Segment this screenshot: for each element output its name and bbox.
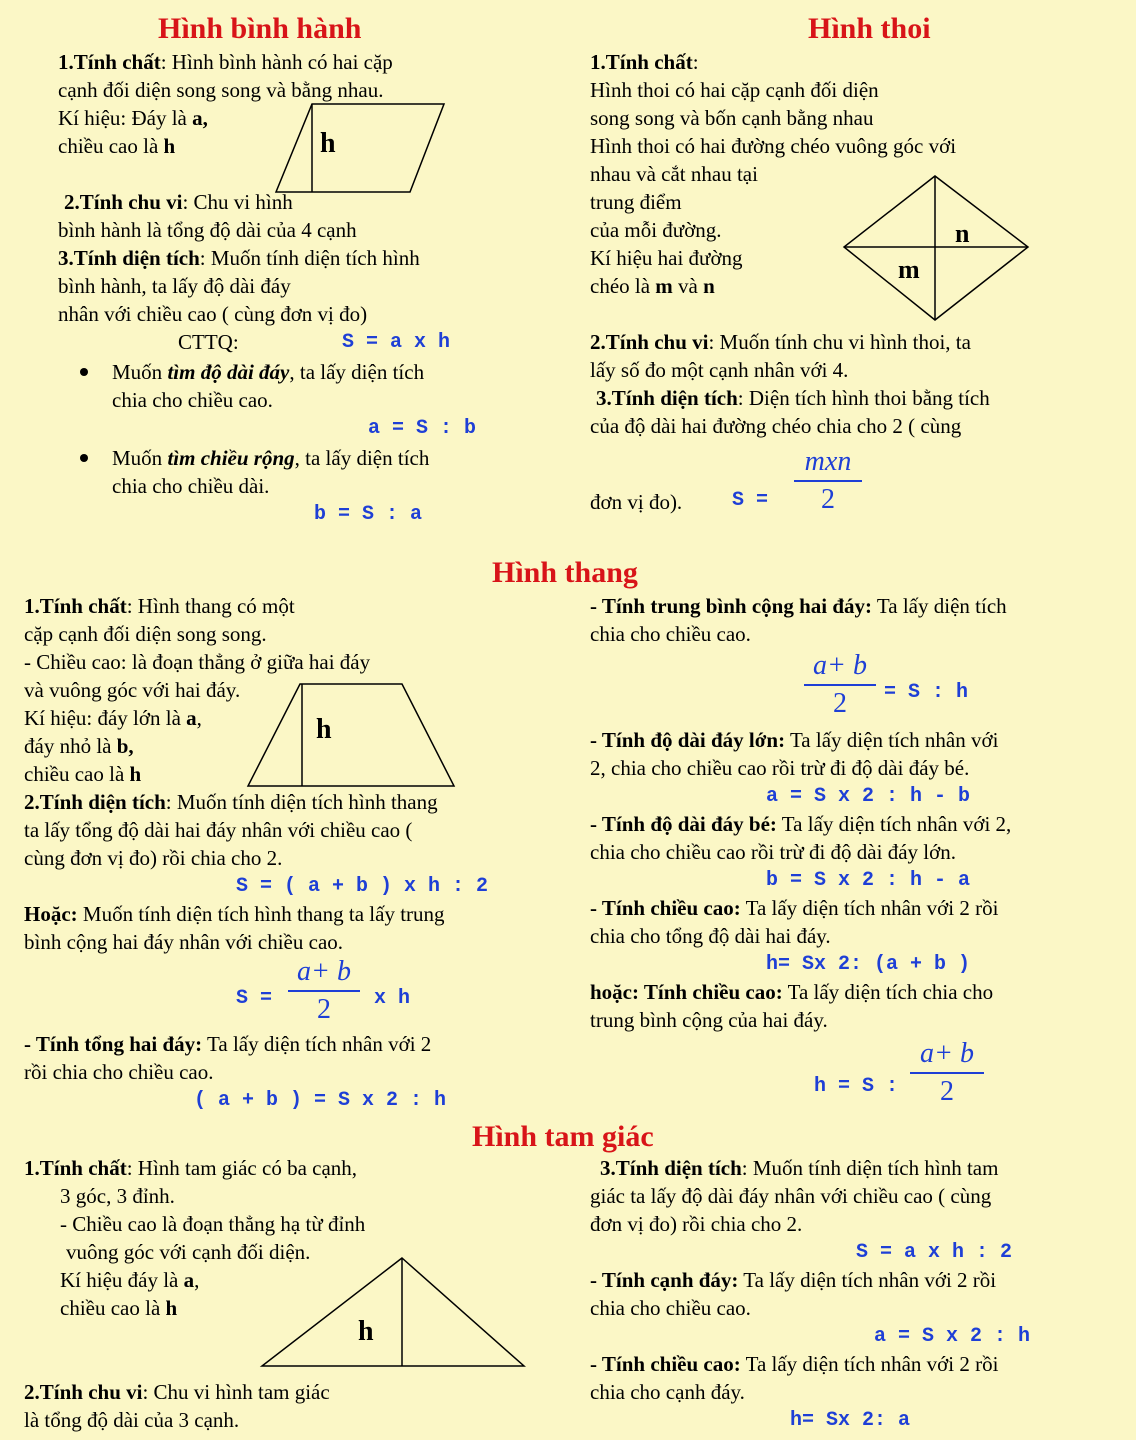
trapezoid-area-alt-fraction: a+ b 2 bbox=[288, 956, 360, 1026]
trapezoid-area-alt-s: S = bbox=[236, 987, 273, 1010]
trapezoid-base-b-formula: b = S x 2 : h - a bbox=[766, 869, 971, 892]
triangle-height-formula: h= Sx 2: a bbox=[790, 1409, 911, 1432]
triangle-height-label: h bbox=[358, 1316, 374, 1347]
triangle-right-line: chia cho cạnh đáy. bbox=[590, 1380, 745, 1404]
trapezoid-right-line: - Tính độ dài đáy bé: Ta lấy diện tích nhân với 2, bbox=[590, 812, 1012, 836]
triangle-line: 2.Tính chu vi: Chu vi hình tam giác bbox=[24, 1380, 330, 1404]
rhombus-line: Kí hiệu hai đường bbox=[590, 246, 743, 270]
trapezoid-height-formula: h= Sx 2: (a + b ) bbox=[766, 953, 971, 976]
parallelogram-bullet: chia cho chiều dài. bbox=[112, 474, 270, 498]
triangle-line: là tổng độ dài của 3 cạnh. bbox=[24, 1408, 240, 1432]
triangle-line: - Chiều cao là đoạn thẳng hạ từ đỉnh bbox=[60, 1212, 366, 1236]
trapezoid-line: chiều cao là h bbox=[24, 762, 142, 786]
rhombus-line: Hình thoi có hai đường chéo vuông góc với bbox=[590, 134, 957, 158]
parallelogram-line: chiều cao là h bbox=[58, 134, 176, 158]
trapezoid-height-label: h bbox=[316, 714, 332, 745]
trapezoid-line: đáy nhỏ là b, bbox=[24, 734, 134, 758]
trapezoid-right-line: chia cho chiều cao rồi trừ đi độ dài đáy lớn. bbox=[590, 840, 956, 864]
rhombus-line: chéo là m và n bbox=[590, 274, 715, 298]
triangle-line: vuông góc với cạnh đối diện. bbox=[66, 1240, 311, 1264]
rhombus-line: Hình thoi có hai cặp cạnh đối diện bbox=[590, 78, 879, 102]
trapezoid-right-line: chia cho chiều cao. bbox=[590, 622, 751, 646]
trapezoid-line: bình cộng hai đáy nhân với chiều cao. bbox=[24, 930, 344, 954]
rhombus-line: 2.Tính chu vi: Muốn tính chu vi hình thoi, ta bbox=[590, 330, 971, 354]
triangle-line: 1.Tính chất: Hình tam giác có ba cạnh, bbox=[24, 1156, 358, 1180]
triangle-figure bbox=[258, 1254, 528, 1370]
rhombus-title: Hình thoi bbox=[808, 12, 931, 45]
trapezoid-area-formula: S = ( a + b ) x h : 2 bbox=[236, 875, 489, 898]
trapezoid-line: Kí hiệu: đáy lớn là a, bbox=[24, 706, 202, 730]
parallelogram-line: nhân với chiều cao ( cùng đơn vị đo) bbox=[58, 302, 368, 326]
trapezoid-mean-fraction: a+ b 2 bbox=[804, 650, 876, 720]
rhombus-figure bbox=[840, 172, 1032, 324]
triangle-line: Kí hiệu đáy là a, bbox=[60, 1268, 200, 1292]
triangle-title: Hình tam giác bbox=[472, 1120, 654, 1153]
parallelogram-line: bình hành là tổng độ dài của 4 cạnh bbox=[58, 218, 357, 242]
trapezoid-line: ta lấy tổng độ dài hai đáy nhân với chiều cao ( bbox=[24, 818, 413, 842]
parallelogram-height-label: h bbox=[320, 128, 336, 159]
trapezoid-right-line: - Tính độ dài đáy lớn: Ta lấy diện tích nhân với bbox=[590, 728, 999, 752]
rhombus-line: song song và bốn cạnh bằng nhau bbox=[590, 106, 874, 130]
trapezoid-line: - Chiều cao: là đoạn thẳng ở giữa hai đáy bbox=[24, 650, 371, 674]
rhombus-line: nhau và cắt nhau tại bbox=[590, 162, 758, 186]
parallelogram-area-formula: S = a x h bbox=[342, 331, 451, 354]
rhombus-area-s: S = bbox=[732, 489, 769, 512]
trapezoid-line: Hoặc: Muốn tính diện tích hình thang ta lấy trung bbox=[24, 902, 445, 926]
trapezoid-right-line: chia cho tổng độ dài hai đáy. bbox=[590, 924, 831, 948]
parallelogram-base-formula: a = S : b bbox=[368, 417, 477, 440]
trapezoid-right-line: hoặc: Tính chiều cao: Ta lấy diện tích chia cho bbox=[590, 980, 994, 1004]
trapezoid-line: và vuông góc với hai đáy. bbox=[24, 678, 241, 702]
parallelogram-bullet: Muốn tìm chiều rộng, ta lấy diện tích bbox=[112, 446, 430, 470]
trapezoid-line: 2.Tính diện tích: Muốn tính diện tích hình thang bbox=[24, 790, 438, 814]
parallelogram-figure bbox=[260, 100, 450, 196]
trapezoid-mean-formula: = S : h bbox=[884, 681, 969, 704]
rhombus-line: lấy số đo một cạnh nhân với 4. bbox=[590, 358, 849, 382]
trapezoid-line: cùng đơn vị đo) rồi chia cho 2. bbox=[24, 846, 283, 870]
triangle-line: 3 góc, 3 đỉnh. bbox=[60, 1184, 175, 1208]
parallelogram-line: bình hành, ta lấy độ dài đáy bbox=[58, 274, 291, 298]
trapezoid-right-line: - Tính chiều cao: Ta lấy diện tích nhân với 2 rồi bbox=[590, 896, 999, 920]
parallelogram-cttq: CTTQ: bbox=[178, 330, 239, 354]
trapezoid-base-a-formula: a = S x 2 : h - b bbox=[766, 785, 971, 808]
rhombus-line: trung điểm bbox=[590, 190, 682, 214]
trapezoid-title: Hình thang bbox=[492, 556, 638, 589]
triangle-line: chiều cao là h bbox=[60, 1296, 178, 1320]
parallelogram-line: cạnh đối diện song song và bằng nhau. bbox=[58, 78, 384, 102]
parallelogram-bullet: Muốn tìm độ dài đáy, ta lấy diện tích bbox=[112, 360, 425, 384]
triangle-area-formula: S = a x h : 2 bbox=[856, 1241, 1013, 1264]
trapezoid-height-alt-fraction: a+ b 2 bbox=[910, 1038, 984, 1108]
bullet-icon bbox=[80, 368, 88, 376]
rhombus-line: của mỗi đường. bbox=[590, 218, 722, 242]
triangle-right-line: 3.Tính diện tích: Muốn tính diện tích hình tam bbox=[600, 1156, 999, 1180]
rhombus-area-fraction: mxn 2 bbox=[794, 446, 862, 516]
rhombus-line: 3.Tính diện tích: Diện tích hình thoi bằng tích bbox=[596, 386, 990, 410]
trapezoid-line: cặp cạnh đối diện song song. bbox=[24, 622, 267, 646]
triangle-right-line: - Tính chiều cao: Ta lấy diện tích nhân với 2 rồi bbox=[590, 1352, 999, 1376]
parallelogram-title: Hình bình hành bbox=[158, 12, 362, 45]
parallelogram-line: 1.Tính chất: Hình bình hành có hai cặp bbox=[58, 50, 393, 74]
trapezoid-right-line: trung bình cộng của hai đáy. bbox=[590, 1008, 828, 1032]
parallelogram-line: 3.Tính diện tích: Muốn tính diện tích hình bbox=[58, 246, 420, 270]
trapezoid-right-line: - Tính trung bình cộng hai đáy: Ta lấy diện tích bbox=[590, 594, 1007, 618]
rhombus-diagonal-m-label: m bbox=[898, 255, 920, 284]
triangle-right-line: giác ta lấy độ dài đáy nhân với chiều cao ( cùng bbox=[590, 1184, 992, 1208]
trapezoid-figure bbox=[244, 680, 458, 790]
trapezoid-area-alt-x: x h bbox=[374, 987, 411, 1010]
triangle-right-line: đơn vị đo) rồi chia cho 2. bbox=[590, 1212, 803, 1236]
trapezoid-right-line: 2, chia cho chiều cao rồi trừ đi độ dài đáy bé. bbox=[590, 756, 970, 780]
trapezoid-line: rồi chia cho chiều cao. bbox=[24, 1060, 214, 1084]
rhombus-diagonal-n-label: n bbox=[955, 219, 970, 248]
triangle-right-line: - Tính cạnh đáy: Ta lấy diện tích nhân với 2 rồi bbox=[590, 1268, 997, 1292]
parallelogram-line: Kí hiệu: Đáy là a, bbox=[58, 106, 208, 130]
trapezoid-sum-formula: ( a + b ) = S x 2 : h bbox=[194, 1089, 447, 1112]
parallelogram-line: 2.Tính chu vi: Chu vi hình bbox=[64, 190, 293, 214]
trapezoid-height-alt-h: h = S : bbox=[814, 1075, 899, 1098]
rhombus-line: của độ dài hai đường chéo chia cho 2 ( cùng bbox=[590, 414, 962, 438]
parallelogram-width-formula: b = S : a bbox=[314, 503, 423, 526]
rhombus-line: đơn vị đo). bbox=[590, 490, 683, 514]
triangle-base-formula: a = S x 2 : h bbox=[874, 1325, 1031, 1348]
parallelogram-bullet: chia cho chiều cao. bbox=[112, 388, 273, 412]
triangle-right-line: chia cho chiều cao. bbox=[590, 1296, 751, 1320]
bullet-icon bbox=[80, 454, 88, 462]
rhombus-line: 1.Tính chất: bbox=[590, 50, 699, 74]
trapezoid-line: - Tính tổng hai đáy: Ta lấy diện tích nhân với 2 bbox=[24, 1032, 432, 1056]
trapezoid-line: 1.Tính chất: Hình thang có một bbox=[24, 594, 295, 618]
